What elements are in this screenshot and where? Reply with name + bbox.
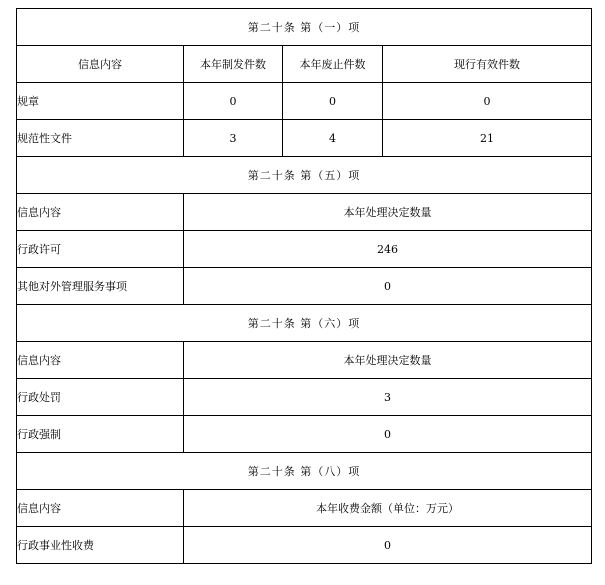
header-info-content: 信息内容 <box>17 342 184 379</box>
section4-title-row <box>17 453 592 490</box>
row-label: 行政许可 <box>17 231 184 268</box>
issued-value: 0 <box>184 83 283 120</box>
table-row <box>17 120 592 157</box>
table-row <box>17 231 592 268</box>
table-row <box>17 416 592 453</box>
row-label: 行政强制 <box>17 416 184 453</box>
row-label: 行政处罚 <box>17 379 184 416</box>
section4-title: 第二十条 第（八）项 <box>17 453 592 490</box>
section1-header-row <box>17 46 592 83</box>
repealed-value: 4 <box>283 120 383 157</box>
header-info-content: 信息内容 <box>17 194 184 231</box>
row-label: 规章 <box>17 83 184 120</box>
row-value: 0 <box>184 416 592 453</box>
table-row <box>17 83 592 120</box>
section3-title: 第二十条 第（六）项 <box>17 305 592 342</box>
section2-title-row <box>17 157 592 194</box>
header-valid-count: 现行有效件数 <box>383 46 592 83</box>
section1-title: 第二十条 第（一）项 <box>17 9 592 46</box>
valid-value: 0 <box>383 83 592 120</box>
row-label: 行政事业性收费 <box>17 527 184 564</box>
table-row <box>17 527 592 564</box>
section1-title-row <box>17 9 592 46</box>
header-repealed-count: 本年废止件数 <box>283 46 383 83</box>
table-row <box>17 268 592 305</box>
header-info-content: 信息内容 <box>17 490 184 527</box>
row-value: 246 <box>184 231 592 268</box>
row-label: 规范性文件 <box>17 120 184 157</box>
section2-header-row <box>17 194 592 231</box>
row-value: 0 <box>184 527 592 564</box>
section3-title-row <box>17 305 592 342</box>
section3-header-row <box>17 342 592 379</box>
section2-title: 第二十条 第（五）项 <box>17 157 592 194</box>
table-row <box>17 379 592 416</box>
header-issued-count: 本年制发件数 <box>184 46 283 83</box>
issued-value: 3 <box>184 120 283 157</box>
row-value: 0 <box>184 268 592 305</box>
header-fee-amount: 本年收费金额（单位：万元） <box>184 490 592 527</box>
row-label: 其他对外管理服务事项 <box>17 268 184 305</box>
section4-header-row <box>17 490 592 527</box>
header-info-content: 信息内容 <box>17 46 184 83</box>
row-value: 3 <box>184 379 592 416</box>
header-decision-count: 本年处理决定数量 <box>184 194 592 231</box>
disclosure-table <box>16 8 592 564</box>
valid-value: 21 <box>383 120 592 157</box>
repealed-value: 0 <box>283 83 383 120</box>
header-decision-count: 本年处理决定数量 <box>184 342 592 379</box>
